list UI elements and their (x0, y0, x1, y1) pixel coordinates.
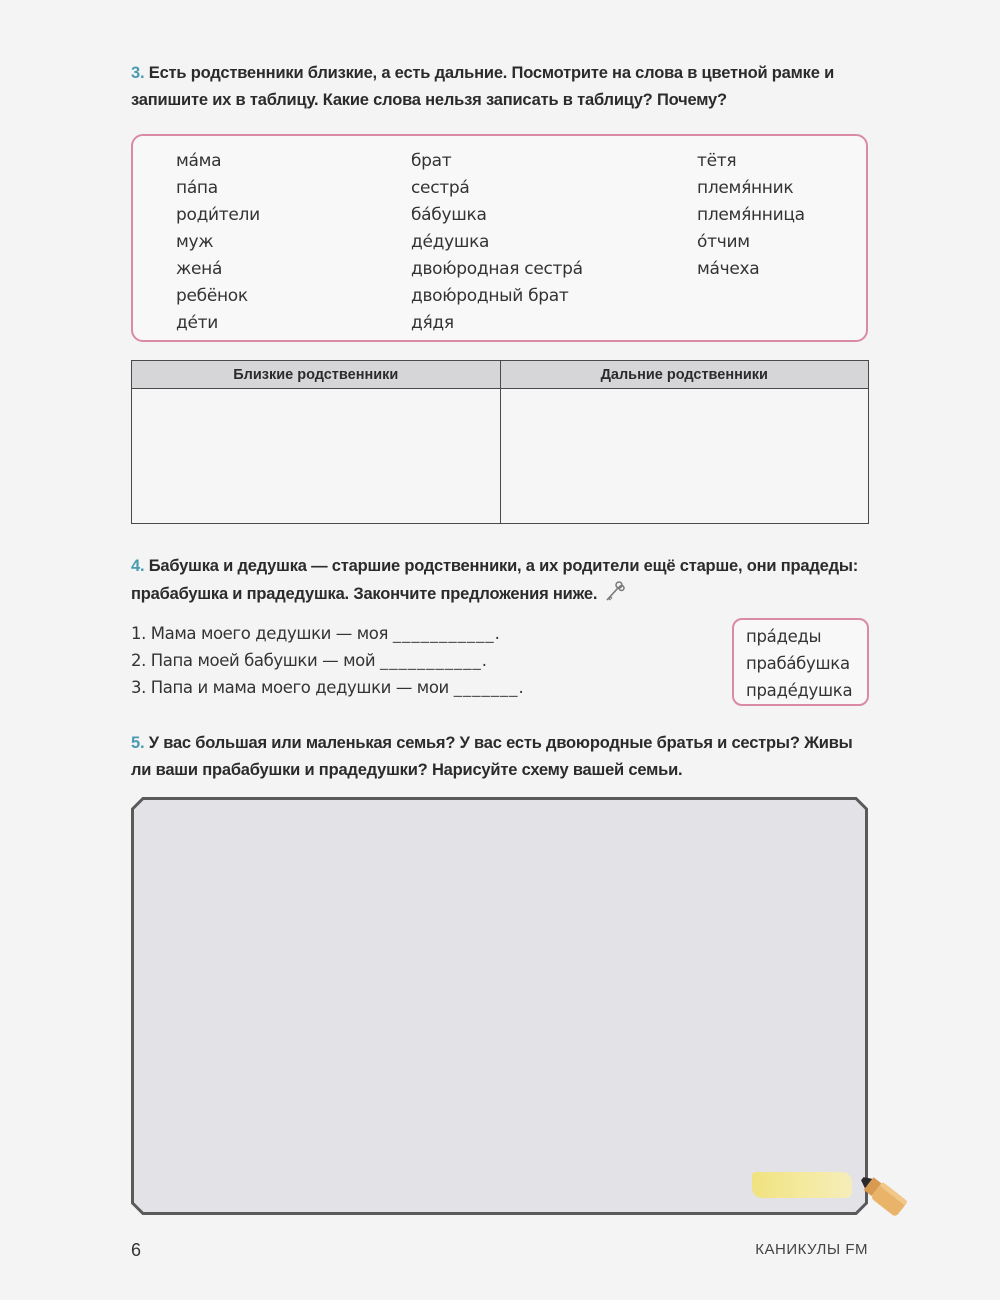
word: брат (411, 151, 452, 171)
word: сестра́ (411, 178, 470, 198)
highlighter-stroke (752, 1172, 852, 1198)
task-4-text: Бабушка и дедушка — старшие родственники, а их родители ещё старше, они прадеды: прабабушка и прадедушка. Закончите предложения ниже. (131, 557, 859, 603)
task-3-number: 3. (131, 64, 145, 82)
answer-word-frame (732, 618, 869, 706)
sentence-3 (131, 674, 523, 701)
sentence-end: . (494, 624, 500, 643)
table-header-close: Близкие родственники (132, 361, 501, 389)
answer-blank[interactable]: _______ (453, 678, 519, 697)
answer-blank[interactable]: ___________ (380, 651, 482, 670)
footer-brand: КАНИКУЛЫ FM (755, 1241, 868, 1258)
sentence-text: 3. Папа и мама моего дедушки — мои (131, 678, 454, 697)
word: муж (176, 232, 214, 252)
table-row (132, 389, 869, 524)
sentence-end: . (518, 678, 524, 697)
answer-word: праба́бушка (746, 654, 850, 673)
task-3-text: Есть родственники близкие, а есть дальние. Посмотрите на слова в цветной рамке и запишите их в таблицу. Какие слова нельзя записать в таблицу? Почему? (131, 64, 835, 109)
close-relatives-cell[interactable] (132, 389, 501, 524)
word: ма́чеха (697, 259, 760, 279)
word: племя́нница (697, 205, 805, 225)
task-4-heading (131, 553, 871, 608)
sentence-text: 2. Папа моей бабушки — мой (131, 651, 381, 670)
sentence-text: 1. Мама моего дедушки — моя (131, 624, 393, 643)
answer-word: пра́деды (746, 627, 822, 646)
page-number: 6 (131, 1240, 142, 1260)
relatives-table (131, 360, 869, 524)
word-column-2 (411, 148, 583, 337)
word: де́ти (176, 313, 218, 333)
word-column-1 (176, 148, 260, 337)
answer-blank[interactable]: ___________ (392, 624, 495, 643)
drawing-board[interactable] (131, 797, 868, 1215)
word: двою́родный брат (411, 286, 569, 306)
task-5-text: У вас большая или маленькая семья? У вас есть двоюродные братья и сестры? Живы ли ваши прабабушки и прадедушки? Нарисуйте схему вашей семьи. (131, 734, 853, 779)
word: ба́бушка (411, 205, 487, 225)
sentence-list (131, 620, 523, 701)
sentence-1 (131, 620, 523, 647)
task-3-heading (131, 60, 871, 114)
word: ребёнок (176, 286, 248, 306)
word: жена́ (176, 259, 223, 279)
word: тётя (697, 151, 737, 171)
word: де́душка (411, 232, 490, 252)
word-column-3 (697, 148, 805, 283)
word: ма́ма (176, 151, 222, 171)
distant-relatives-cell[interactable] (500, 389, 869, 524)
marker-pen-icon (850, 1165, 910, 1225)
task-5-heading (131, 730, 871, 784)
task-5-number: 5. (131, 734, 145, 752)
sentence-end: . (481, 651, 487, 670)
word: о́тчим (697, 232, 750, 252)
answer-word: праде́душка (746, 681, 853, 700)
word: роди́тели (176, 205, 260, 225)
task-4-number: 4. (131, 557, 145, 575)
word: па́па (176, 178, 218, 198)
key-icon (604, 580, 626, 602)
word: племя́нник (697, 178, 794, 198)
table-header-distant: Дальние родственники (500, 361, 869, 389)
sentence-2 (131, 647, 523, 674)
word: двою́родная сестра́ (411, 259, 583, 279)
word-frame (131, 134, 868, 342)
word: дя́дя (411, 313, 454, 333)
